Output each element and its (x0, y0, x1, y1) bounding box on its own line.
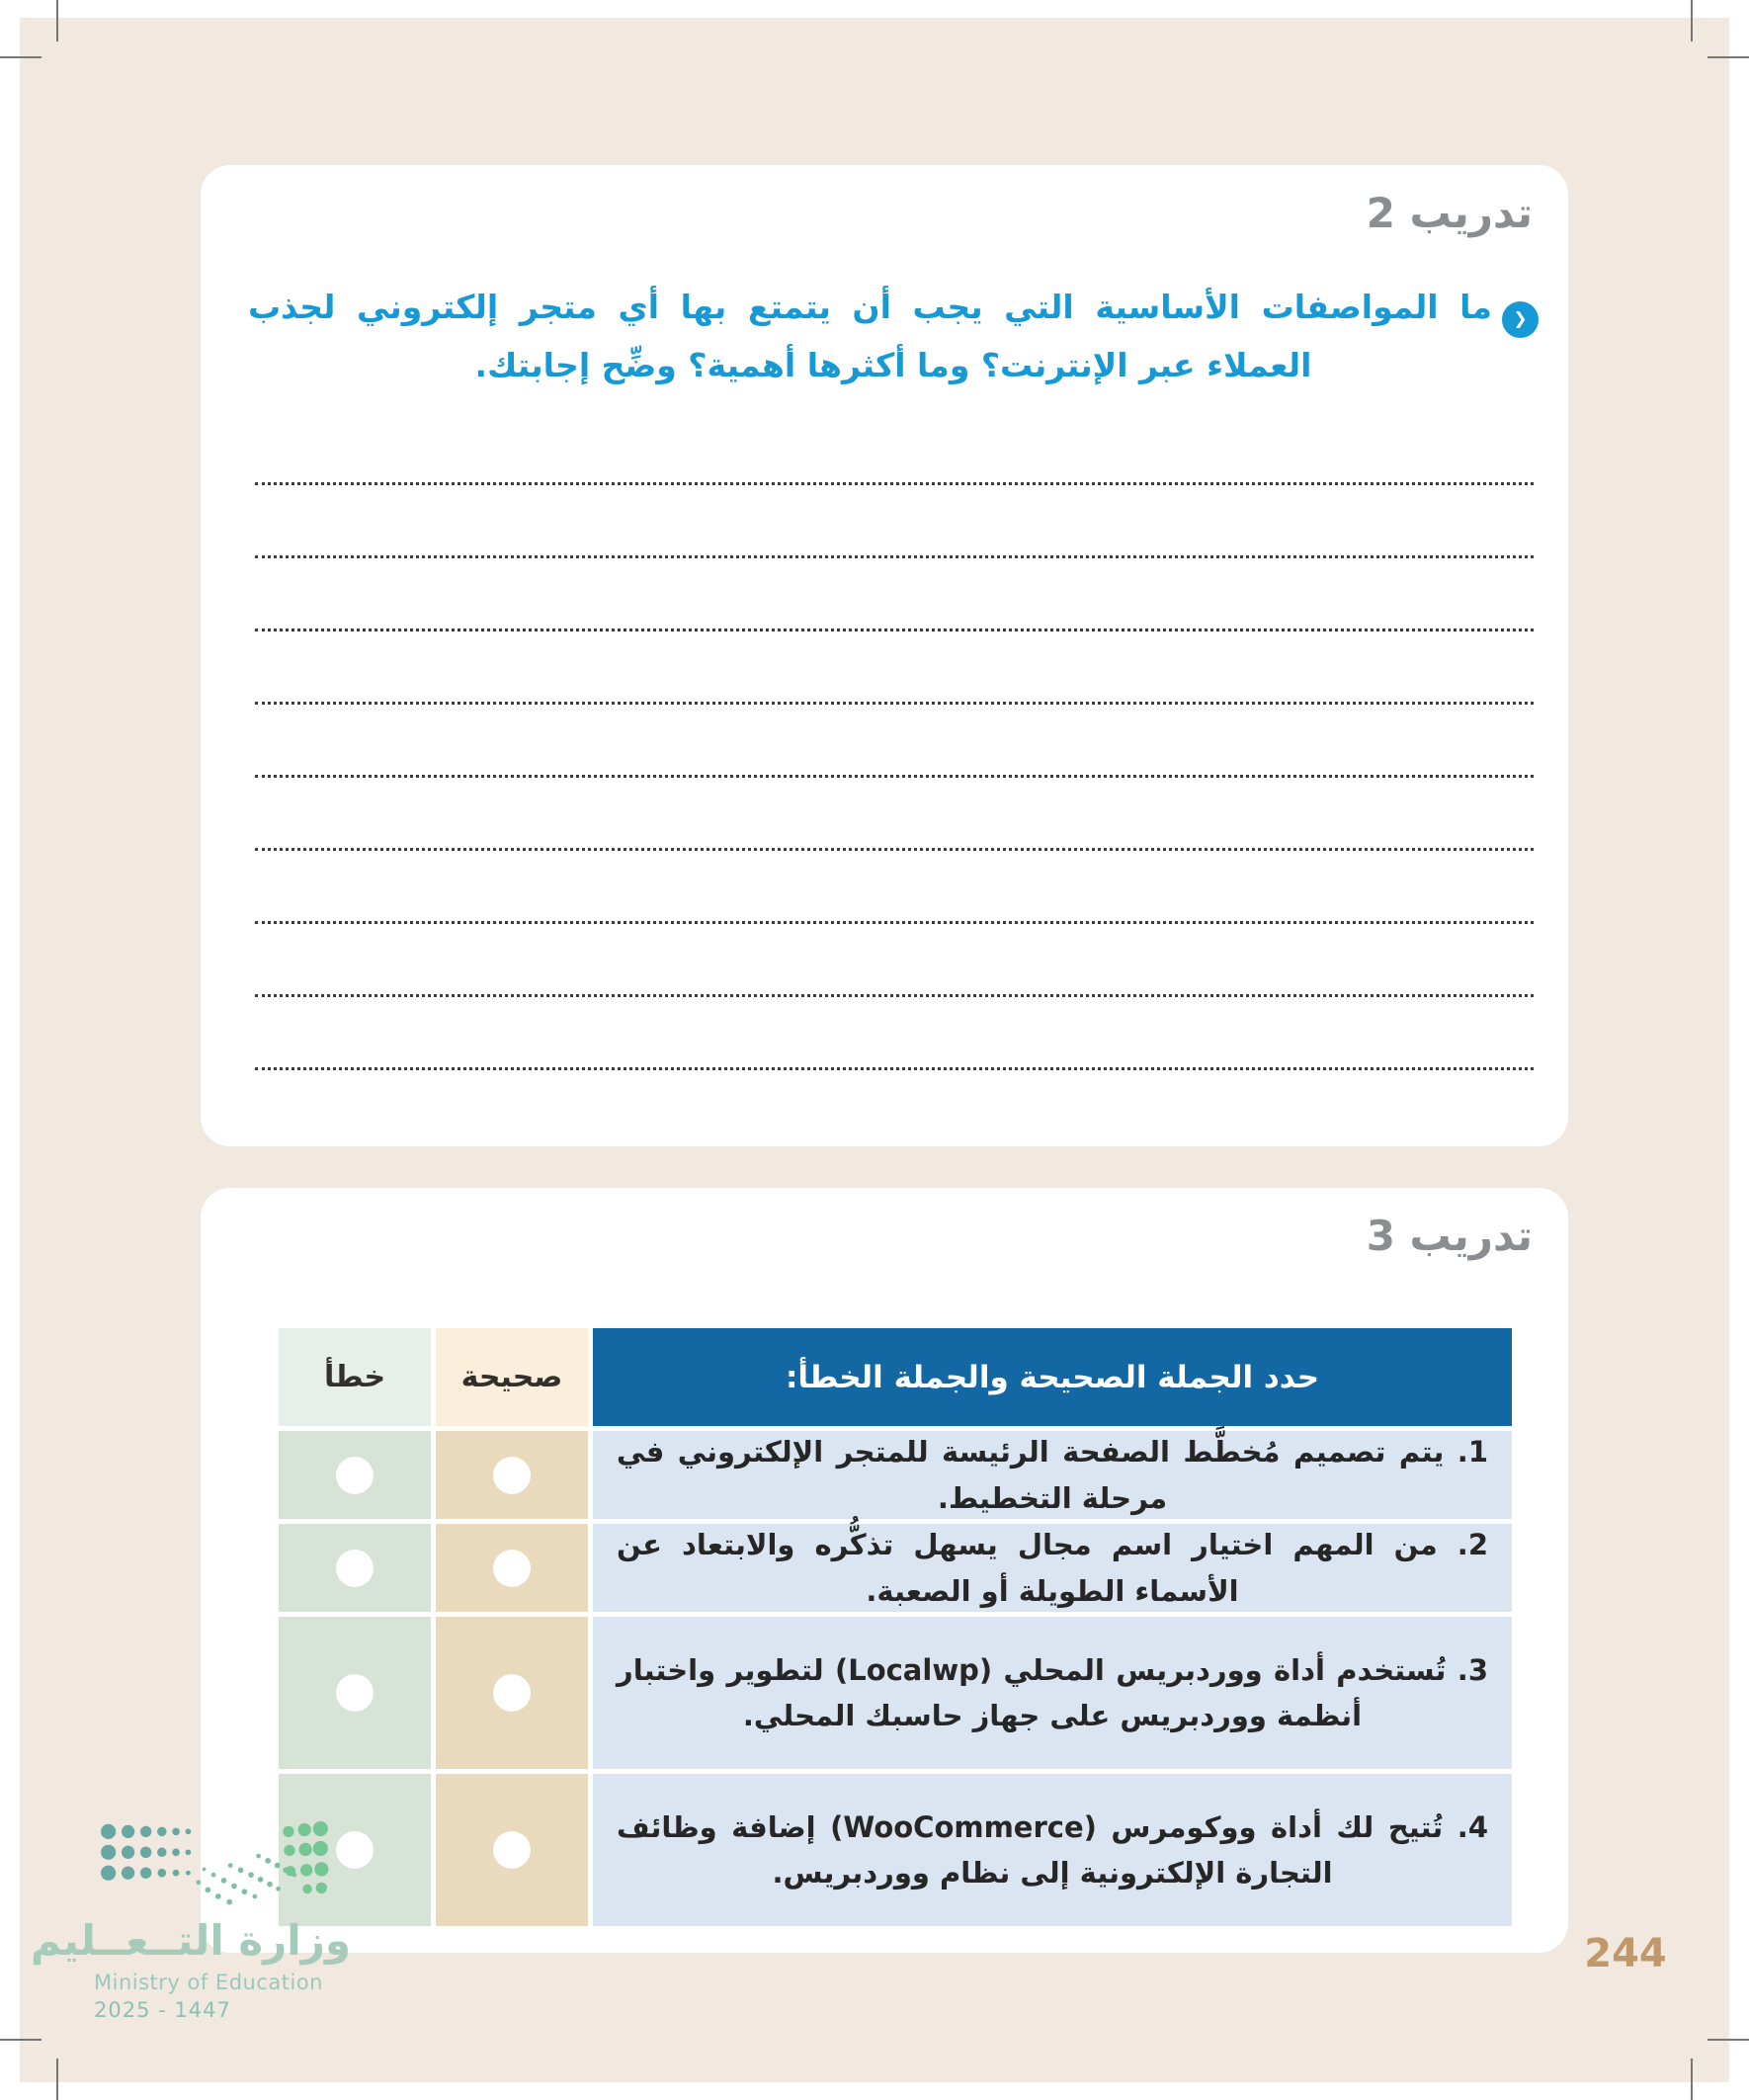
exercise3-card (201, 1188, 1568, 1953)
crop-mark (56, 0, 58, 42)
exercise2-card (201, 165, 1568, 1146)
crop-mark (0, 2039, 42, 2041)
wrong-circle[interactable] (336, 1674, 374, 1712)
statement-text: 3. تُستخدم أداة ووردبريس المحلي (Localwp) لتطوير واختبار أنظمة ووردبريس على جهاز حاسبك المحلي. (617, 1652, 1488, 1732)
crop-mark (1707, 2039, 1749, 2041)
statement-text: 2. من المهم اختيار اسم مجال يسهل تذكُّره والابتعاد عن الأسماء الطويلة أو الصعبة. (617, 1528, 1488, 1608)
statement-text: 1. يتم تصميم مُخطَّط الصفحة الرئيسة للمتجر الإلكتروني في مرحلة التخطيط. (617, 1435, 1488, 1515)
answer-line[interactable] (255, 485, 1534, 558)
correct-circle[interactable] (493, 1831, 531, 1869)
correct-cell (436, 1617, 588, 1769)
crop-mark (1691, 0, 1693, 42)
correct-circle[interactable] (493, 1457, 531, 1494)
statement-cell (593, 1431, 1512, 1519)
crop-mark (0, 56, 42, 58)
wrong-cell (279, 1617, 431, 1769)
answer-line[interactable] (255, 997, 1534, 1070)
page-number: 244 (1584, 1931, 1667, 1976)
exercise3-table (279, 1328, 1512, 1926)
wrong-circle[interactable] (336, 1550, 374, 1587)
table-header-correct: صحيحة (436, 1328, 588, 1426)
correct-cell (436, 1524, 588, 1612)
crop-mark (56, 2058, 58, 2100)
correct-cell (436, 1774, 588, 1926)
answer-line[interactable] (255, 558, 1534, 631)
moe-logo-dots-icon (94, 1820, 335, 1914)
answer-line[interactable] (255, 778, 1534, 851)
moe-logo-english: Ministry of Education (94, 1971, 323, 1994)
answer-line[interactable] (255, 851, 1534, 924)
exercise3-title: تدريب 3 (1366, 1212, 1533, 1260)
exercise2-title: تدريب 2 (1366, 189, 1533, 237)
wrong-cell (279, 1524, 431, 1612)
moe-logo-years: 2025 - 1447 (94, 1998, 231, 2022)
question-chevron-icon: ❮ (1502, 301, 1539, 338)
moe-logo (31, 1820, 351, 2022)
crop-mark (1707, 56, 1749, 58)
correct-circle[interactable] (493, 1674, 531, 1712)
table-header-wrong: خطأ (279, 1328, 431, 1426)
exercise2-question-text: ما المواصفات الأساسية التي يجب أن يتمتع بها أي متجر إلكتروني لجذب العملاء عبر الإنترنت؟ وما أكثرها أهمية؟ وضِّح إجابتك. (248, 288, 1492, 384)
statement-cell (593, 1617, 1512, 1769)
table-header-statement: حدد الجملة الصحيحة والجملة الخطأ: (593, 1328, 1512, 1426)
answer-line[interactable] (255, 705, 1534, 778)
statement-text: 4. تُتيح لك أداة ووكومرس (WooCommerce) إضافة وظائف التجارة الإلكترونية إلى نظام ووردبريس. (617, 1809, 1488, 1890)
correct-circle[interactable] (493, 1550, 531, 1587)
answer-lines (255, 412, 1534, 1070)
wrong-cell (279, 1431, 431, 1519)
statement-cell (593, 1524, 1512, 1612)
moe-logo-arabic: وزارة التــعــليم (31, 1916, 351, 1965)
answer-line[interactable] (255, 412, 1534, 485)
statement-cell (593, 1774, 1512, 1926)
answer-line[interactable] (255, 631, 1534, 705)
correct-cell (436, 1431, 588, 1519)
wrong-circle[interactable] (336, 1457, 374, 1494)
crop-mark (1691, 2058, 1693, 2100)
answer-line[interactable] (255, 924, 1534, 997)
exercise2-question (248, 280, 1539, 392)
